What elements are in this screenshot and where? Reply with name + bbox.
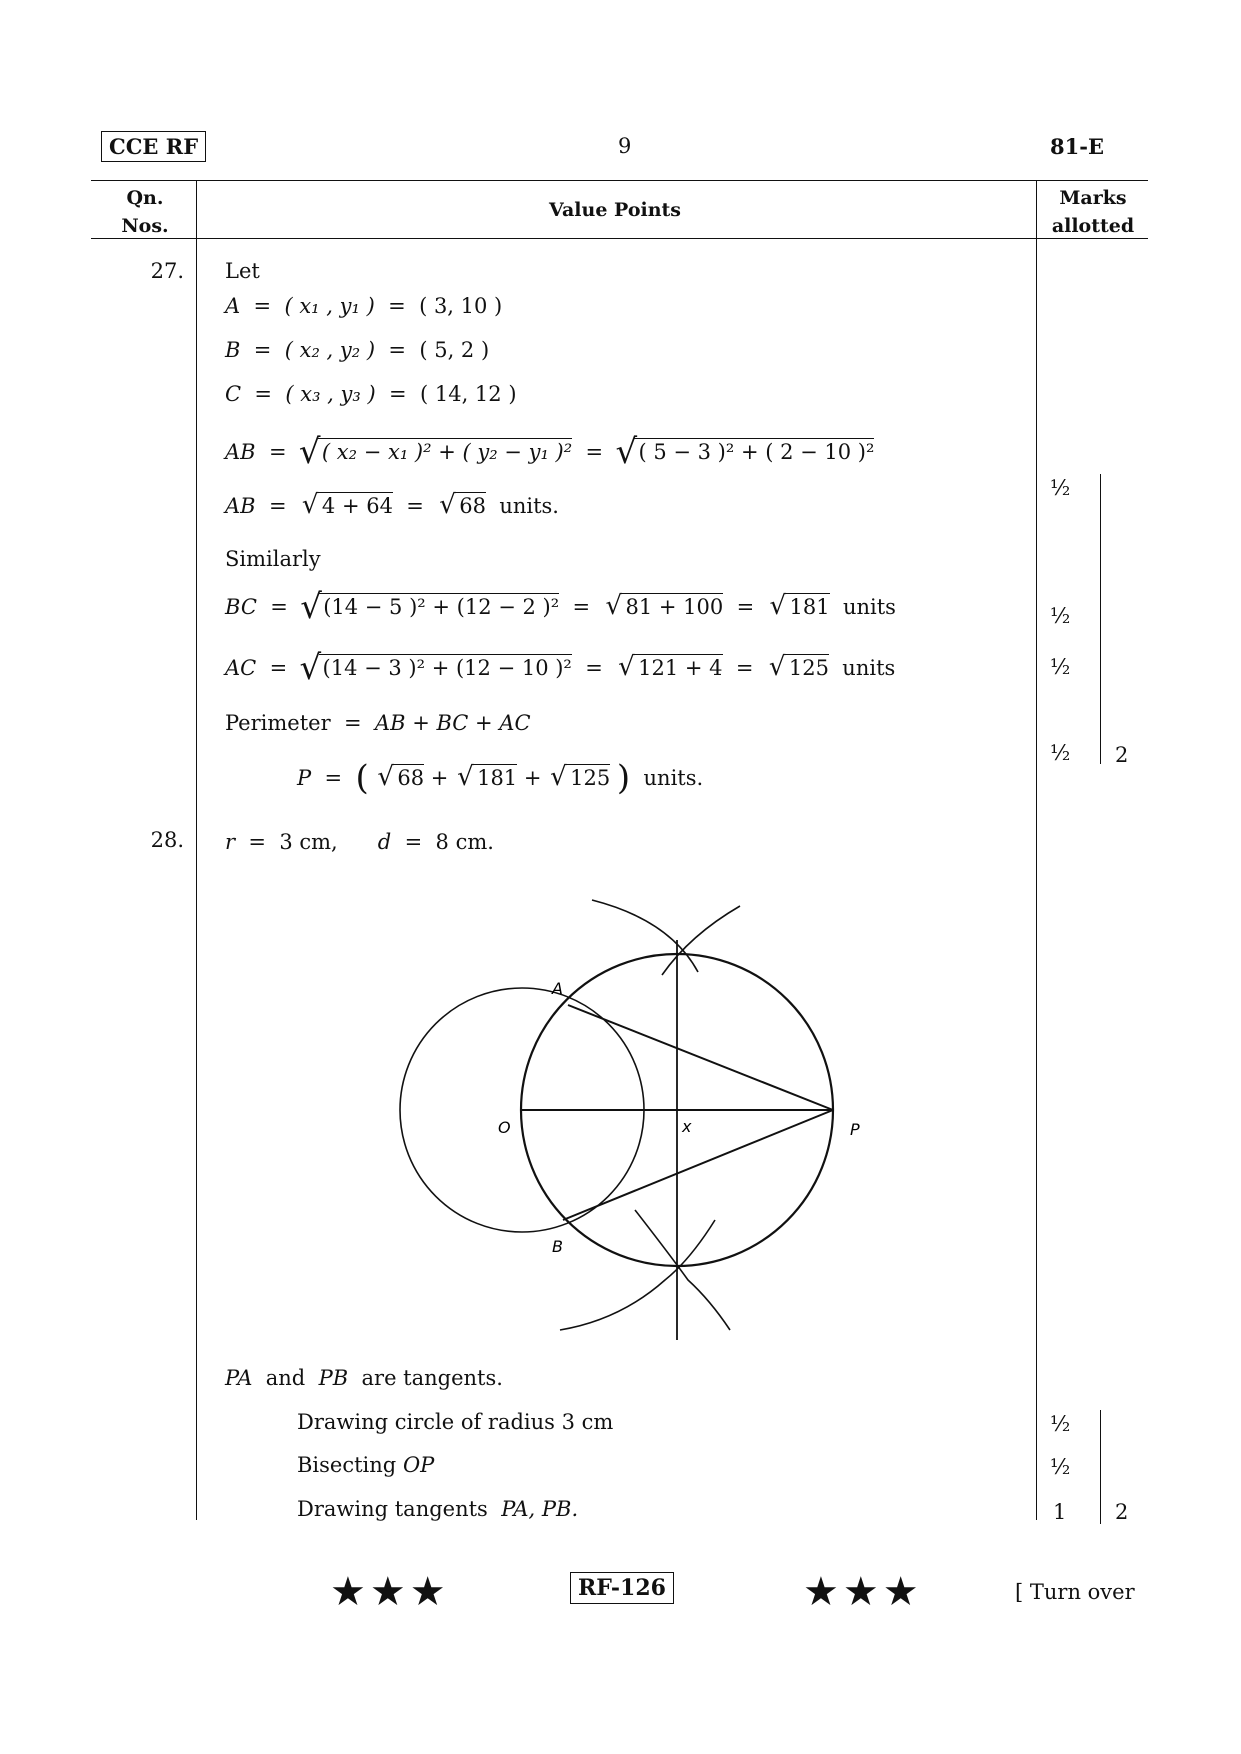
arc-bottom-left — [635, 1210, 730, 1330]
footer-stars-left: ★★★ — [330, 1569, 450, 1615]
header-value-points: Value Points — [549, 199, 681, 221]
q27-ab-radical-2: √ ( 5 − 3 )² + ( 2 − 10 )² — [634, 438, 874, 465]
q27-let: Let — [225, 259, 260, 283]
figure-label-a: A — [552, 979, 563, 998]
header-qn-nos — [95, 185, 195, 240]
arc-top-left — [592, 900, 698, 972]
col-divider-right — [1036, 180, 1037, 1520]
q28-rest: are tangents. — [361, 1366, 503, 1390]
tangent-construction-figure — [380, 880, 900, 1340]
header-marks — [1038, 185, 1148, 240]
question-number-28: 28. — [150, 828, 184, 852]
q27-bc: BC = √ (14 − 5 )² + (12 − 2 )² = √ 81 + 100 = √ 181 units — [225, 591, 896, 620]
q27-ab-radical-1: √ ( x₂ − x₁ )² + ( y₂ − y₁ )² — [318, 438, 572, 465]
q28-step-3 — [297, 1497, 578, 1522]
figure-label-b: B — [552, 1237, 563, 1256]
table-top-border — [91, 180, 1148, 181]
q27-ab-value: AB = √ 4 + 64 = √ 68 units. — [225, 490, 559, 519]
q27-p-radical-3: √ 125 — [566, 764, 610, 791]
q27-abv-radical-1: √ 4 + 64 — [318, 492, 393, 519]
header-qn-line2: Nos. — [121, 214, 169, 237]
q28-mark-2: ½ — [1050, 1455, 1071, 1479]
q27-ac-radical-1: √ (14 − 3 )² + (12 − 10 )² — [319, 654, 572, 681]
q27-p-lhs: P — [297, 766, 312, 790]
q27-bc-lhs: BC — [225, 595, 257, 619]
q27-line-b: B = ( x₂ , y₂ ) = ( 5, 2 ) — [225, 338, 490, 362]
q27-mark-4: ½ — [1050, 741, 1071, 765]
q27-abv-lhs: AB — [225, 494, 256, 518]
q27-mark-3: ½ — [1050, 655, 1071, 679]
q27-c-mid: ( x₃ , y₃ ) — [285, 382, 376, 406]
q27-ab-lhs: AB — [225, 440, 256, 464]
q28-pb: PB — [318, 1366, 349, 1390]
q27-ac-unit: units — [842, 656, 896, 680]
q27-a-mid: ( x₁ , y₁ ) — [284, 294, 375, 318]
q27-bc-radical-2: √ 81 + 100 — [621, 593, 723, 620]
q27-a-lhs: A — [225, 294, 241, 318]
q27-ab-formula: AB = √ ( x₂ − x₁ )² + ( y₂ − y₁ )² = √ ( 5 − 3 )² + ( 2 − 10 )² — [225, 436, 874, 465]
q28-given: r = 3 cm, d = 8 cm. — [225, 830, 494, 854]
q27-bc-unit: units — [842, 595, 896, 619]
tangent-pb — [563, 1110, 833, 1220]
header-marks-line2: allotted — [1051, 214, 1135, 237]
q28-step-3-text: Drawing tangents — [297, 1497, 488, 1521]
q27-b-lhs: B — [225, 338, 241, 362]
q27-marks-bracket — [1100, 474, 1101, 764]
q28-step-2-italic: OP — [402, 1453, 435, 1477]
q28-mark-3: 1 — [1053, 1500, 1067, 1524]
q28-d-label: d — [377, 830, 392, 854]
q27-line-c: C = ( x₃ , y₃ ) = ( 14, 12 ) — [225, 382, 517, 406]
q28-d-value: 8 cm. — [435, 830, 494, 854]
header-qn-line1: Qn. — [126, 187, 164, 209]
q28-pa: PA — [225, 1366, 253, 1390]
arc-bottom-right — [560, 1220, 715, 1330]
q28-marks-bracket — [1100, 1410, 1101, 1524]
q27-c-rhs: ( 14, 12 ) — [419, 382, 517, 406]
q28-step-1-text: Drawing circle of radius 3 cm — [297, 1410, 614, 1434]
q27-abv-unit: units. — [499, 494, 559, 518]
figure-label-x: x — [682, 1117, 692, 1136]
q27-abv-radical-2: √ 68 — [455, 492, 486, 519]
q27-similarly: Similarly — [225, 547, 321, 571]
footer-code-box — [570, 1572, 674, 1604]
col-divider-left — [196, 180, 197, 1520]
q28-step-1 — [297, 1410, 613, 1435]
q27-perimeter-label: Perimeter — [225, 711, 331, 735]
page-number: 9 — [618, 134, 632, 158]
table-header-border — [91, 238, 1148, 239]
footer-code: RF-126 — [578, 1575, 666, 1601]
q27-bc-radical-3: √ 181 — [786, 593, 830, 620]
q27-p-line: P = ( √ 68 + √ 181 + √ 125 ) units. — [297, 758, 703, 799]
q28-step-3-italic: PA, PB. — [501, 1497, 579, 1521]
q27-c-lhs: C — [225, 382, 242, 406]
q27-perimeter-rhs: AB + BC + AC — [374, 711, 531, 735]
q27-a-rhs: ( 3, 10 ) — [419, 294, 503, 318]
paper-code: 81-E — [1050, 134, 1104, 159]
q28-step-2-text: Bisecting — [297, 1453, 397, 1477]
exam-code: CCE RF — [109, 134, 199, 159]
q27-p-radical-1: √ 68 — [393, 764, 424, 791]
q28-r-label: r — [225, 830, 236, 854]
exam-code-box — [101, 131, 206, 162]
q27-b-mid: ( x₂ , y₂ ) — [284, 338, 376, 362]
q27-p-unit: units. — [643, 766, 704, 790]
q27-ac-radical-2: √ 121 + 4 — [634, 654, 722, 681]
q27-p-radical-2: √ 181 — [473, 764, 517, 791]
q27-ac-lhs: AC — [225, 656, 257, 680]
q27-ac: AC = √ (14 − 3 )² + (12 − 10 )² = √ 121 + 4 = √ 125 units — [225, 652, 895, 681]
turn-over: [ Turn over — [1015, 1580, 1135, 1604]
q28-and: and — [265, 1366, 306, 1390]
q27-total: 2 — [1115, 743, 1129, 767]
q27-bc-radical-1: √ (14 − 5 )² + (12 − 2 )² — [319, 593, 559, 620]
figure-label-p: P — [850, 1120, 860, 1139]
header-marks-line1: Marks — [1059, 187, 1127, 209]
q27-ac-radical-3: √ 125 — [785, 654, 829, 681]
q27-line-a: A = ( x₁ , y₁ ) = ( 3, 10 ) — [225, 294, 503, 318]
question-number-27: 27. — [150, 259, 184, 283]
tangent-pa — [568, 1005, 833, 1110]
figure-label-o: O — [498, 1118, 511, 1137]
q27-b-rhs: ( 5, 2 ) — [419, 338, 490, 362]
q28-step-2 — [297, 1453, 434, 1478]
q28-total: 2 — [1115, 1500, 1129, 1524]
q28-mark-1: ½ — [1050, 1412, 1071, 1436]
footer-stars-right: ★★★ — [803, 1569, 923, 1615]
q27-mark-1: ½ — [1050, 476, 1071, 500]
q27-perimeter: Perimeter = AB + BC + AC — [225, 711, 531, 735]
q28-tangents-line — [225, 1366, 503, 1391]
q27-mark-2: ½ — [1050, 604, 1071, 628]
q28-r-value: 3 cm, — [279, 830, 338, 854]
